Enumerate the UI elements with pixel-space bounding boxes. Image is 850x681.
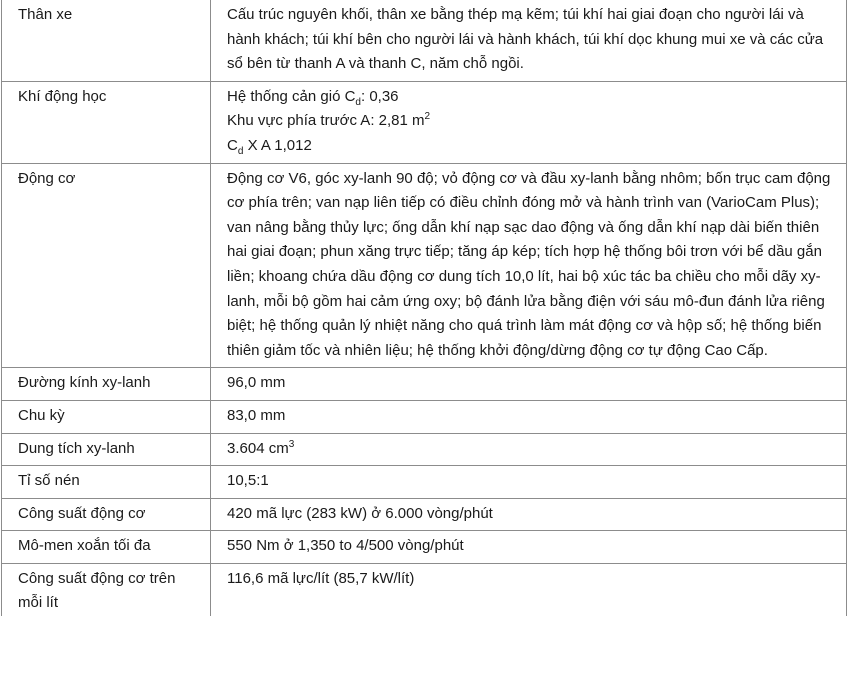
spec-row-engine	[2, 163, 847, 368]
drag-area-product-line	[227, 134, 838, 159]
drag-value: : 0,36	[360, 87, 399, 105]
spec-value	[211, 81, 847, 163]
spec-value: 116,6 mã lực/lít (85,7 kW/lít)	[211, 563, 847, 616]
spec-value: 96,0 mm	[211, 368, 847, 401]
spec-label: Khí động học	[2, 81, 211, 163]
spec-row-stroke	[2, 400, 847, 433]
spec-row-body	[2, 0, 847, 81]
spec-row-power	[2, 498, 847, 531]
spec-label: Công suất động cơ trên mỗi lít	[2, 563, 211, 616]
spec-value: 550 Nm ở 1,350 to 4/500 vòng/phút	[211, 531, 847, 564]
displacement-superscript: 3	[288, 438, 295, 450]
displacement-value: 3.604 cm	[227, 439, 289, 457]
area-text: Khu vực phía trước A: 2,81 m	[227, 112, 425, 130]
spec-label: Đường kính xy-lanh	[2, 368, 211, 401]
spec-row-specific-output	[2, 563, 847, 616]
product-value: X A 1,012	[243, 136, 312, 154]
spec-value: 420 mã lực (283 kW) ở 6.000 vòng/phút	[211, 498, 847, 531]
spec-row-displacement	[2, 433, 847, 466]
spec-value: Cấu trúc nguyên khối, thân xe bằng thép mạ kẽm; túi khí hai giai đoạn cho người lái và hành khách; túi khí bên cho người lái và hành khách, túi khí dọc khung mui xe và các cửa sổ bên từ thanh A và thanh C, năm chỗ ngồi.	[211, 0, 847, 81]
spec-value: 10,5:1	[211, 466, 847, 499]
drag-coefficient-line	[227, 85, 838, 110]
spec-value: Động cơ V6, góc xy-lanh 90 độ; vỏ động cơ và đầu xy-lanh bằng nhôm; bốn trục cam động cơ phía trên; van nạp liên tiếp có điều chỉnh đóng mở và hành trình van (VarioCam Plus); van nâng bằng thủy lực; ống dẫn khí nạp sạc dao động và ống dẫn khí nạp dài biến thiên hai giai đoạn; phun xăng trực tiếp; tăng áp kép; tích hợp hệ thống bôi trơn với bể dầu gắn liền; khoang chứa dầu động cơ dung tích 10,0 lít, hai bộ xúc tác ba chiều cho mỗi dãy xy-lanh, mỗi bộ gồm hai cảm ứng oxy; bộ đánh lửa bằng điện với sáu mô-đun đánh lửa riêng biệt; hệ thống quản lý nhiệt năng cho quá trình làm mát động cơ và hộp số; hệ thống biến thiên giảm tốc và nhiên liệu; hệ thống khởi động/dừng động cơ tự động Cao Cấp.	[211, 163, 847, 368]
drag-subscript: d	[355, 96, 361, 108]
spec-row-compression-ratio	[2, 466, 847, 499]
product-text: C	[227, 136, 238, 154]
spec-label: Tỉ số nén	[2, 466, 211, 499]
spec-row-torque	[2, 531, 847, 564]
spec-value	[211, 433, 847, 466]
spec-label: Mô-men xoắn tối đa	[2, 531, 211, 564]
spec-label: Thân xe	[2, 0, 211, 81]
drag-text: Hệ thống cản gió C	[227, 87, 356, 105]
frontal-area-line	[227, 109, 838, 134]
spec-value: 83,0 mm	[211, 400, 847, 433]
spec-row-bore	[2, 368, 847, 401]
spec-table	[1, 0, 847, 616]
spec-label: Công suất động cơ	[2, 498, 211, 531]
area-superscript: 2	[424, 111, 431, 123]
spec-row-aerodynamics	[2, 81, 847, 163]
spec-label: Dung tích xy-lanh	[2, 433, 211, 466]
product-subscript: d	[237, 145, 244, 157]
spec-label: Chu kỳ	[2, 400, 211, 433]
spec-label: Động cơ	[2, 163, 211, 368]
